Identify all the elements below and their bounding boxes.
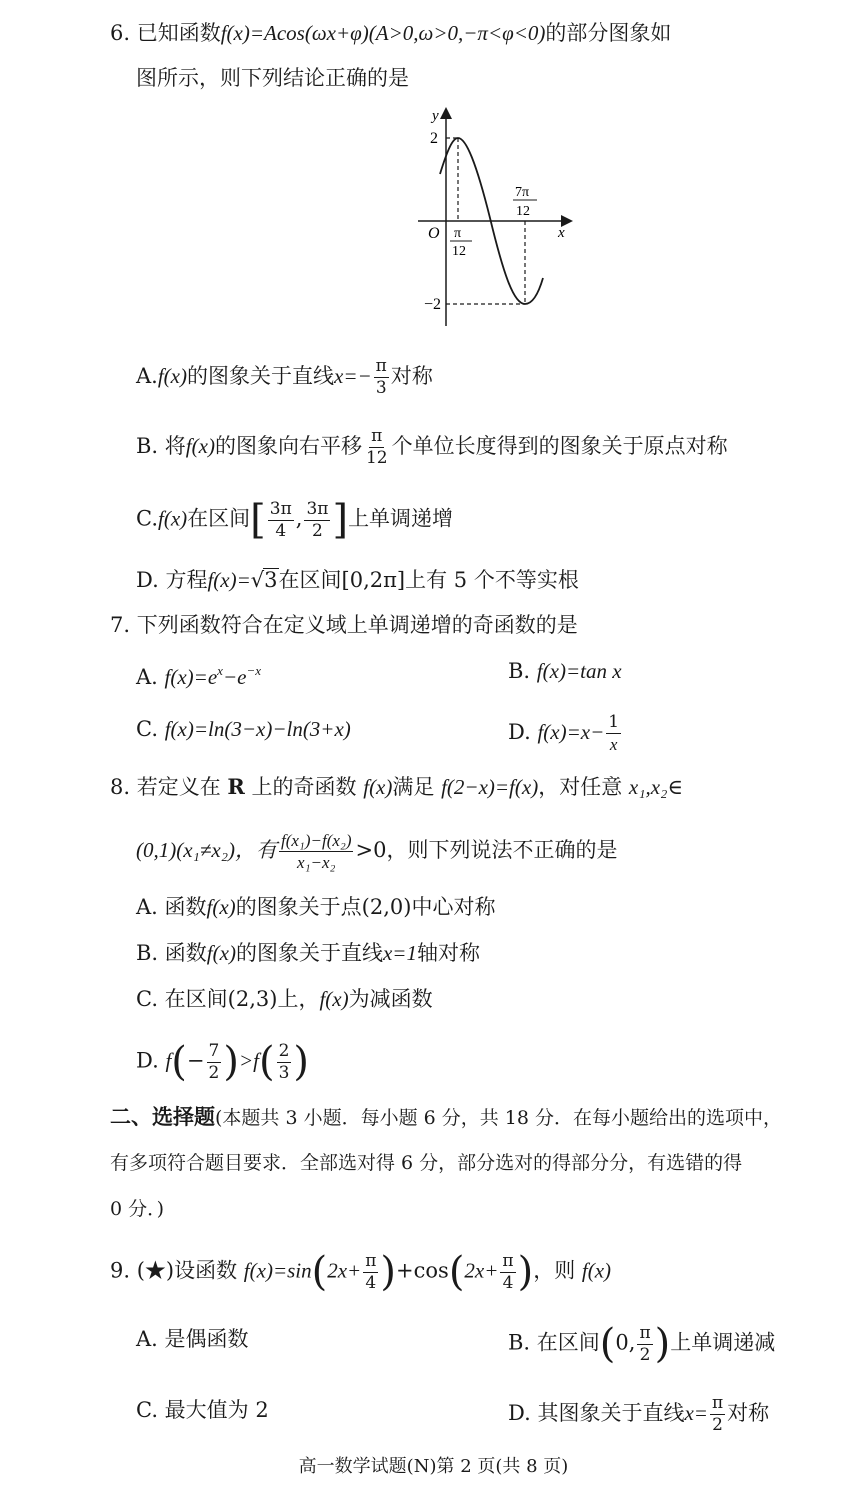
origin-label: O [428, 225, 440, 242]
q7-stem: 7. 下列函数符合在定义域上单调递增的奇函数的是 [110, 613, 578, 637]
x2-den: 12 [516, 204, 530, 219]
section2-line3: 0 分．) [110, 1198, 165, 1220]
q8-option-c: C. 在区间(2,3)上，f(x)为减函数 [136, 987, 433, 1011]
q8-option-d: D. f(− $\frac{7}{2}$ )>f( $\frac{2}{3}$ ) [136, 1039, 310, 1085]
q9-option-b: B. 在区间(0, $\frac{\pi}{2}$ )上单调递减 [508, 1321, 776, 1367]
q7-option-a: A. $f(x)=e^x-e^{-x}$ [136, 663, 261, 689]
q8-stem-line2: (0,1)(x₁≠x₂)，有 $\frac{\text{f(x₁)−f(x₂)}}{\text{x₁−x₂}}$ >0，则下列说法不正确的是 [136, 831, 618, 872]
q8-option-b: B. 函数f(x)的图象关于直线x=1轴对称 [136, 941, 480, 965]
q6-stem-line1: 6. 已知函数f(x)=Acos(ωx+φ)(A>0,ω>0,−π<φ<0)的部分图象如 [110, 21, 672, 45]
y-min-label: −2 [424, 296, 442, 313]
q9-option-c: C. 最大值为 2 [136, 1398, 269, 1422]
q6-stem-line2: 图所示，则下列结论正确的是 [136, 66, 409, 90]
q9-option-d: D. 其图象关于直线x= $\frac{\pi}{2}$ 对称 [508, 1393, 770, 1435]
q8-option-a: A. 函数f(x)的图象关于点(2,0)中心对称 [136, 895, 496, 919]
section2-line2: 有多项符合题目要求．全部选对得 6 分，部分选对的得部分分，有选错的得 [110, 1152, 743, 1174]
q6-option-a: A.f(x)的图象关于直线x=− $\frac{\pi}{3}$ 对称 [136, 356, 433, 398]
y-axis-label: y [432, 108, 439, 124]
x1-den: 12 [452, 244, 466, 259]
x2-num: 7π [515, 185, 530, 200]
x-axis-label: x [558, 225, 565, 241]
q7-option-d: D. f(x)=x− $\frac{1}{x}$ [508, 712, 620, 754]
q6-option-c: C.f(x)在区间[ $\frac{3\pi}{4}$ , $\frac{3\pi}{2}$ ]上单调递增 [136, 497, 454, 543]
x1-num: π [454, 226, 462, 241]
section2-line1: 二、选择题(本题共 3 小题．每小题 6 分，共 18 分．在每小题给出的选项中， [110, 1104, 783, 1129]
page-footer: 高一数学试题(N)第 2 页(共 8 页) [298, 1456, 569, 1477]
q7-option-c: C. f(x)=ln(3−x)−ln(3+x) [136, 717, 351, 741]
y-max-label: 2 [430, 130, 438, 147]
q8-stem-line1: 8. 若定义在 R 上的奇函数 f(x)满足 f(2−x)=f(x)，对任意 x₁,x₂∈ [110, 774, 683, 799]
q6-option-b: B. 将f(x)的图象向右平移 $\frac{\pi}{12}$ 个单位长度得到的图象关于原点对称 [136, 426, 728, 468]
q9-option-a: A. 是偶函数 [136, 1327, 249, 1351]
q9-stem: 9. (★)设函数 f(x)=sin(2x+ $\frac{\pi}{4}$ )+cos(2x+ $\frac{\pi}{4}$ )，则 f(x) [110, 1249, 612, 1295]
q6-option-d: D. 方程f(x)=√3在区间[0,2π]上有 5 个不等实根 [136, 568, 579, 592]
q6-function-graph [410, 100, 580, 330]
q7-option-b: B. f(x)=tan x [508, 659, 622, 683]
